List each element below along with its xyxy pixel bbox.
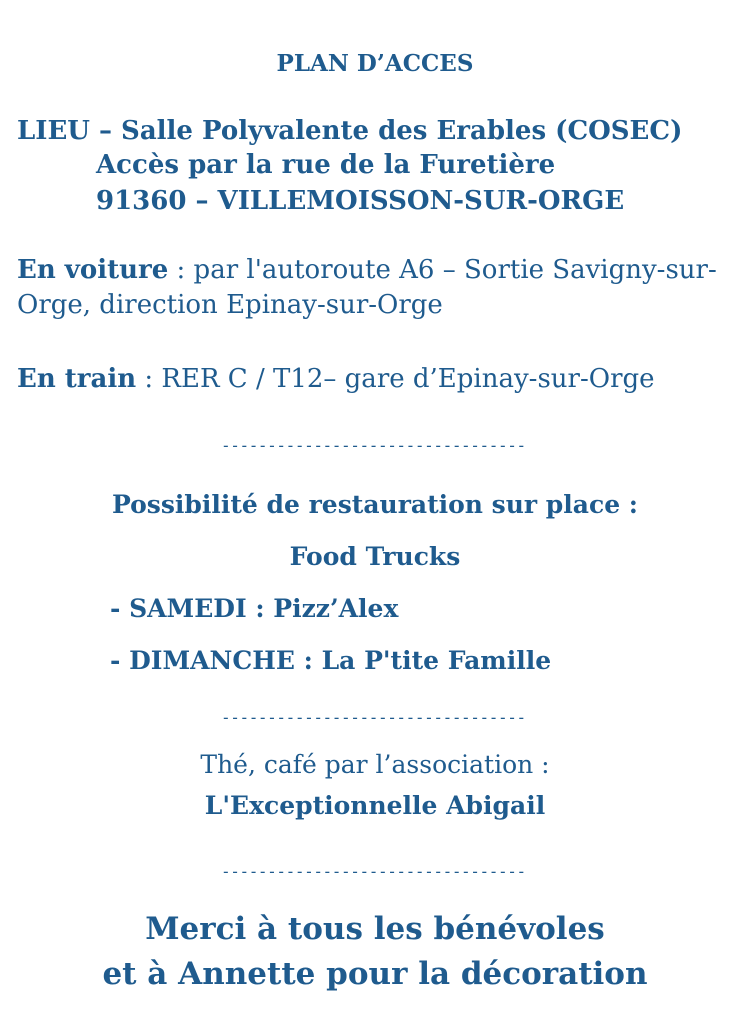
page-title: PLAN D’ACCES xyxy=(276,50,474,77)
lieu-line-1 xyxy=(17,116,682,146)
the-cafe-line: Thé, café par l’association : xyxy=(200,750,550,779)
dimanche-item: - DIMANCHE : La P'tite Famille xyxy=(110,646,552,675)
merci-line-2: et à Annette pour la décoration xyxy=(102,956,648,992)
voiture-line-2: Orge, direction Epinay-sur-Orge xyxy=(17,290,443,320)
association-name: L'Exceptionnelle Abigail xyxy=(204,791,546,820)
voiture-text: : par l'autoroute A6 – Sortie Savigny-sur- xyxy=(168,255,717,285)
food-trucks-heading: Food Trucks xyxy=(289,542,461,571)
separator: --------------------------------- xyxy=(221,436,526,455)
lieu-label: LIEU – xyxy=(17,116,122,146)
voiture-label: En voiture xyxy=(17,255,169,285)
restauration-title: Possibilité de restauration sur place : xyxy=(111,490,639,519)
train-text: : RER C / T12– gare d’Epinay-sur-Orge xyxy=(136,364,655,394)
voiture-line-1 xyxy=(17,255,717,285)
train-label: En train xyxy=(17,364,137,394)
lieu-line-3: 91360 – VILLEMOISSON-SUR-ORGE xyxy=(96,186,625,216)
lieu-venue: Salle Polyvalente des Erables (COSEC) xyxy=(121,116,683,146)
separator: --------------------------------- xyxy=(221,862,526,881)
merci-line-1: Merci à tous les bénévoles xyxy=(145,911,605,947)
samedi-item: - SAMEDI : Pizz’Alex xyxy=(110,594,399,623)
separator: --------------------------------- xyxy=(221,708,526,727)
lieu-line-2: Accès par la rue de la Furetière xyxy=(96,150,556,180)
train-line xyxy=(17,364,655,394)
